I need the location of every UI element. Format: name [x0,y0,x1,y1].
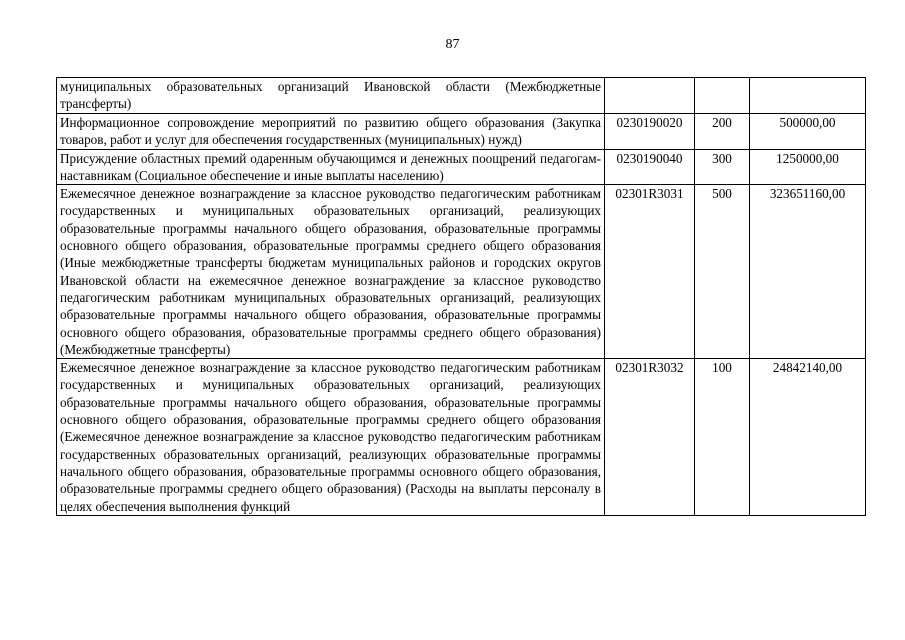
row-amount [750,78,866,114]
row-expense-type: 300 [695,149,750,185]
row-target-code: 02301R3031 [605,185,695,359]
row-amount: 500000,00 [750,114,866,150]
row-expense-type: 200 [695,114,750,150]
row-expense-type: 500 [695,185,750,359]
row-expense-type: 100 [695,359,750,516]
row-amount: 1250000,00 [750,149,866,185]
table-row [57,78,866,114]
row-description: Присуждение областных премий одаренным обучающимся и денежных поощрений педагогам-наставникам (Социальное обеспечение и иные выплаты населению) [57,149,605,185]
row-amount: 323651160,00 [750,185,866,359]
row-target-code: 0230190020 [605,114,695,150]
table-row [57,185,866,359]
table-row [57,114,866,150]
row-description: муниципальных образовательных организаций Ивановской области (Межбюджетные трансферты) [57,78,605,114]
row-target-code: 02301R3032 [605,359,695,516]
row-description: Информационное сопровождение мероприятий по развитию общего образования (Закупка товаров, работ и услуг для обеспечения государственных (муниципальных) нужд) [57,114,605,150]
row-expense-type [695,78,750,114]
table-row [57,359,866,516]
row-amount: 24842140,00 [750,359,866,516]
row-target-code: 0230190040 [605,149,695,185]
row-description: Ежемесячное денежное вознаграждение за классное руководство педагогическим работникам государственных и муниципальных образовательных организаций, реализующих образовательные программы начального общего образования, образовательные программы основного общего образования, образовательные программы среднего общего образования (Ежемесячное денежное вознаграждение за классное руководство педагогическим работникам государственных образовательных организаций, реализующих образовательные программы начального общего образования, образовательные программы основного общего образования, образовательные программы среднего общего образования) (Расходы на выплаты персоналу в целях обеспечения выполнения функций [57,359,605,516]
page-number: 87 [445,37,460,52]
table-row [57,149,866,185]
row-description: Ежемесячное денежное вознаграждение за классное руководство педагогическим работникам государственных и муниципальных образовательных организаций, реализующих образовательные программы начального общего образования, образовательные программы основного общего образования, образовательные программы среднего общего образования (Иные межбюджетные трансферты бюджетам муниципальных районов и городских округов Ивановской области на ежемесячное денежное вознаграждение за классное руководство педагогическим работникам муниципальных образовательных организаций, реализующих образовательные программы начального общего образования, образовательные программы основного общего образования, образовательные программы среднего общего образования) (Межбюджетные трансферты) [57,185,605,359]
row-target-code [605,78,695,114]
budget-table [56,77,866,516]
